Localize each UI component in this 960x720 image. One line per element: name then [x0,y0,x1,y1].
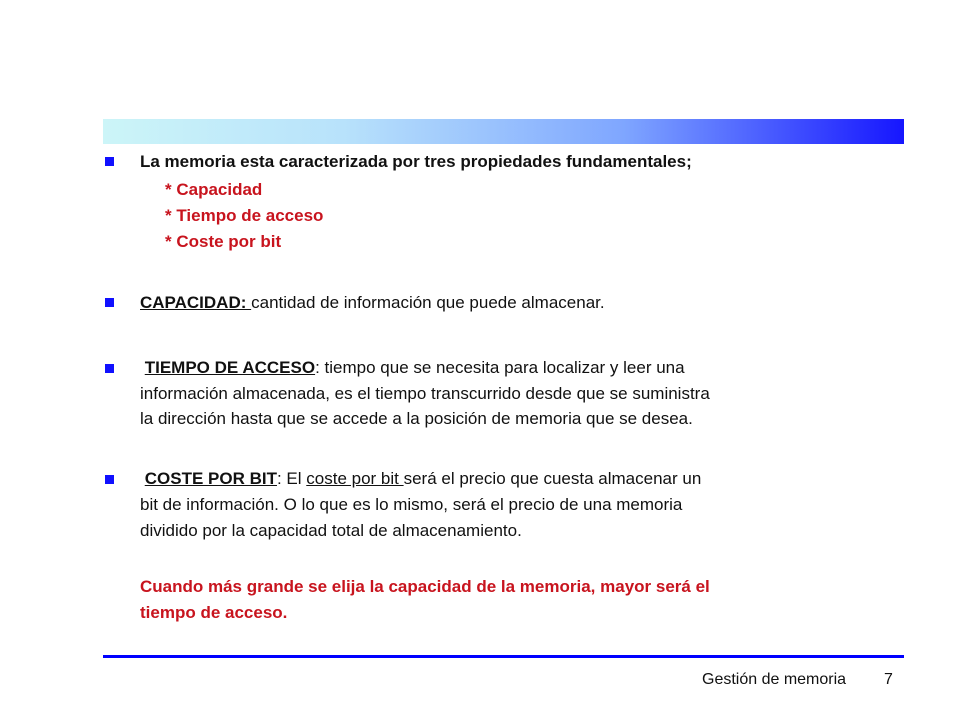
coste-term2: coste por bit [306,469,404,488]
coste-paragraph [140,466,880,492]
property-capacidad: * Capacidad [165,180,263,199]
capacidad-paragraph [140,290,880,316]
conclusion-line1: Cuando más grande se elija la capacidad de la memoria, mayor será el [140,577,710,596]
property-tiempo: * Tiempo de acceso [165,206,324,225]
tiempo-colon: : [315,358,325,377]
intro-text: La memoria esta caracterizada por tres propiedades fundamentales; [140,152,692,171]
tiempo-paragraph [140,355,880,381]
coste-line1-rest: será el precio que cuesta almacenar un [403,469,702,488]
footer-divider [103,655,904,658]
title-gradient-bar [103,119,904,144]
coste-line2: bit de información. O lo que es lo mismo, será el precio de una memoria [140,495,683,514]
page-number: 7 [884,671,893,688]
coste-line3: dividido por la capacidad total de almacenamiento. [140,521,522,540]
coste-term: COSTE POR BIT [144,469,277,488]
bullet-square-icon [105,157,114,166]
tiempo-line3: la dirección hasta que se accede a la posición de memoria que se desea. [140,409,693,428]
conclusion-line2: tiempo de acceso. [140,603,288,622]
capacidad-desc: cantidad de información que puede almacenar. [251,293,605,312]
tiempo-line1: tiempo que se necesita para localizar y leer una [324,358,685,377]
tiempo-line2: información almacenada, es el tiempo transcurrido desde que se suministra [140,384,710,403]
bullet-square-icon [105,298,114,307]
tiempo-term: TIEMPO DE ACCESO [144,358,316,377]
property-coste: * Coste por bit [165,232,282,251]
coste-colon: : El [276,469,307,488]
footer-title: Gestión de memoria [702,671,847,688]
bullet-square-icon [105,364,114,373]
capacidad-term: CAPACIDAD: [140,293,252,312]
bullet-square-icon [105,475,114,484]
